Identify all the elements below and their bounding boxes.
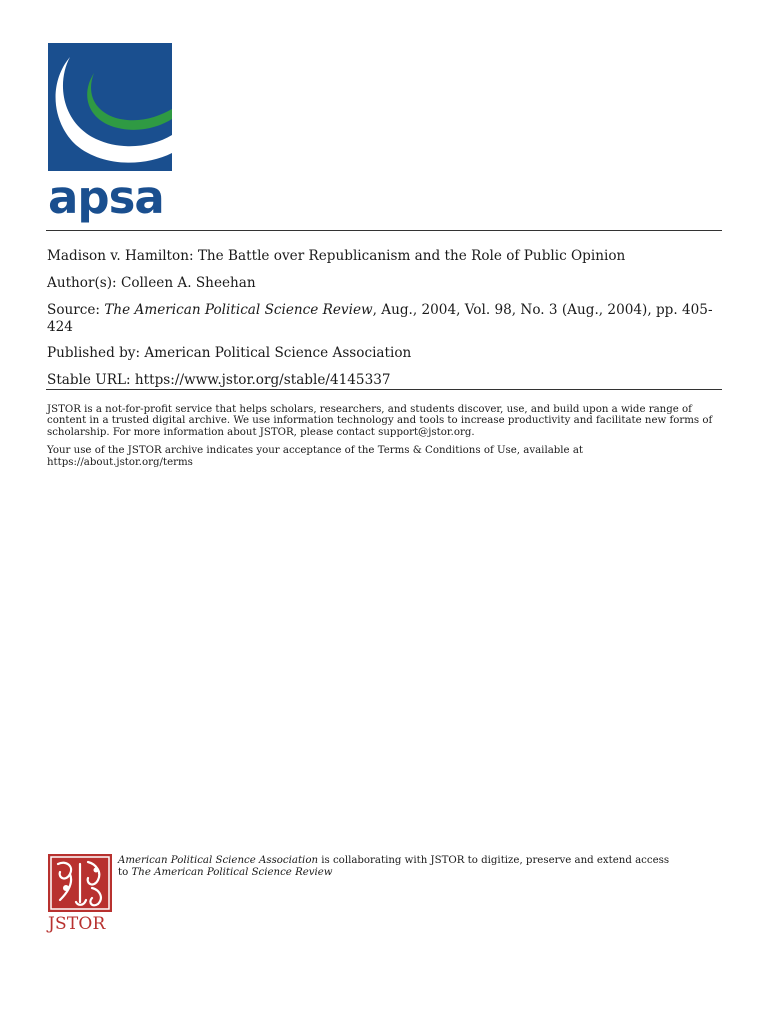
publisher-line — [47, 345, 723, 362]
bottom-divider — [46, 389, 722, 390]
stable-url-label: Stable URL: — [47, 372, 131, 388]
publisher-value: American Political Science Association — [144, 345, 412, 361]
authors-line — [47, 275, 723, 292]
collaboration-statement — [118, 855, 678, 878]
authors-label: Author(s): — [47, 275, 117, 291]
source-details: , Aug., 2004, Vol. 98, No. 3 (Aug., 2004), pp. 405-424 — [47, 302, 713, 335]
citation-block — [47, 248, 723, 399]
apsa-arc-mark-icon — [48, 43, 172, 171]
jstor-notice — [47, 404, 723, 475]
collab-text: is collaborating with JSTOR to digitize, preserve and extend access to — [118, 855, 670, 878]
article-title: Madison v. Hamilton: The Battle over Republicanism and the Role of Public Opinion — [47, 248, 626, 264]
source-line — [47, 302, 723, 336]
collab-journal: The American Political Science Review — [131, 866, 333, 878]
jstor-emblem-icon — [48, 854, 112, 912]
stable-url-link[interactable]: https://www.jstor.org/stable/4145337 — [134, 372, 391, 388]
jstor-wordmark: JSTOR — [48, 914, 106, 934]
collab-organization: American Political Science Association — [118, 855, 319, 866]
jstor-logo — [48, 854, 114, 934]
apsa-logo — [48, 43, 172, 224]
notice-paragraph-terms: Your use of the JSTOR archive indicates your acceptance of the Terms & Conditions of Use, available at https://about.jstor.org/terms — [47, 445, 583, 468]
journal-title: The American Political Science Review — [104, 302, 373, 318]
publisher-label: Published by: — [47, 345, 141, 361]
notice-paragraph-about: JSTOR is a not-for-profit service that helps scholars, researchers, and students discover, use, and build upon a wide range of content in a trusted digital archive. We use information technology and tools to increase productivity and facilitate new forms of scholarship. For more information about JSTOR, please contact support@jstor.org. — [47, 404, 713, 438]
stable-url-line — [47, 372, 723, 389]
authors-value: Colleen A. Sheehan — [120, 275, 256, 291]
source-label: Source: — [47, 302, 100, 318]
top-divider — [46, 230, 722, 231]
apsa-wordmark: apsa — [48, 171, 164, 224]
